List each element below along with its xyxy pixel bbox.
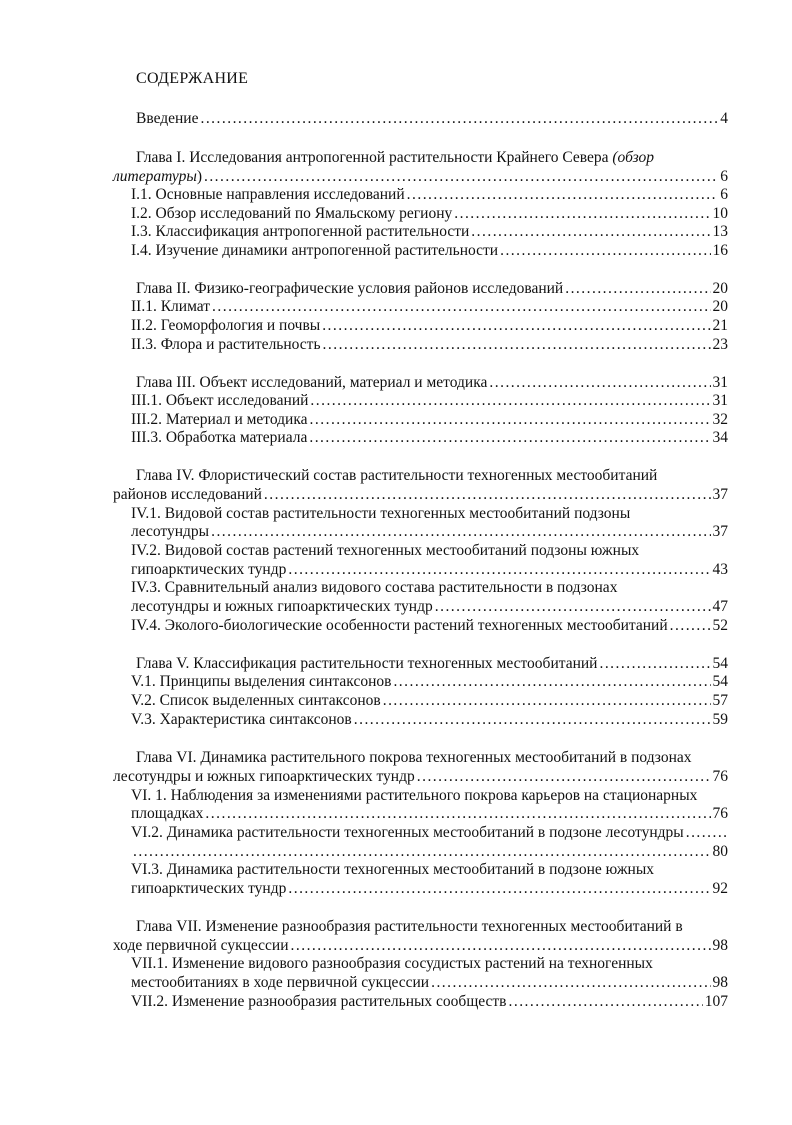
- page-number: 13: [712, 223, 728, 240]
- toc-entry-4-1: IV.1. Видовой состав растительности техногенных местообитаний подзоны: [131, 505, 631, 522]
- toc-entry-2-3: II.3. Флора и растительность . . . 23: [131, 335, 728, 354]
- toc-entry-1-2: I.2. Обзор исследований по Ямальскому региону . . . 10: [131, 204, 728, 223]
- leader-dots: [200, 109, 718, 128]
- page-number: 34: [712, 429, 728, 446]
- page-number: 43: [712, 561, 728, 578]
- leader-dots: [291, 936, 711, 955]
- leader-dots: [322, 316, 710, 335]
- toc-entry-chapter-4-cont: районов исследований . . . 37: [113, 485, 728, 504]
- page-number: 16: [712, 242, 728, 259]
- leader-dots: [565, 279, 710, 298]
- toc-entry-1-3: I.3. Классификация антропогенной растительности . . . 13: [131, 222, 728, 241]
- toc-entry-7-1-cont: местообитаниях в ходе первичной сукцессии . . . 98: [131, 973, 728, 992]
- page-number: 10: [712, 205, 728, 222]
- page-number: 37: [712, 523, 728, 540]
- leader-dots: [264, 485, 711, 504]
- page-number: 80: [712, 843, 728, 860]
- toc-entry-5-3: V.3. Характеристика синтаксонов . . . 59: [131, 710, 728, 729]
- page-number: 20: [712, 298, 728, 315]
- toc-entry-6-1-cont: площадках . . . 76: [131, 804, 728, 823]
- toc-entry-6-3: VI.3. Динамика растительности техногенных местообитаний в подзоне южных: [131, 861, 654, 878]
- toc-entry-7-1: VII.1. Изменение видового разнообразия сосудистых растений на техногенных: [131, 955, 653, 972]
- toc-entry-chapter-4: Глава IV. Флористический состав растительности техногенных местообитаний: [136, 467, 658, 484]
- page-number: 20: [712, 280, 728, 297]
- toc-entry-5-1: V.1. Принципы выделения синтаксонов . . . 54: [131, 672, 728, 691]
- page-number: 6: [720, 168, 728, 185]
- toc-entry-2-1: II.1. Климат . . . 20: [131, 297, 728, 316]
- page-number: 107: [704, 993, 728, 1010]
- page-number: 23: [712, 336, 728, 353]
- page-number: 76: [712, 805, 728, 822]
- toc-entry-chapter-5: Глава V. Классификация растительности техногенных местообитаний . . . 54: [136, 654, 728, 673]
- leader-dots: [288, 560, 710, 579]
- page-number: 76: [712, 768, 728, 785]
- toc-entry-chapter-7: Глава VII. Изменение разнообразия растительности техногенных местообитаний в: [136, 918, 683, 935]
- page-number: 37: [712, 486, 728, 503]
- page-number: 32: [712, 411, 728, 428]
- toc-entry-chapter-6: Глава VI. Динамика растительного покрова техногенных местообитаний в подзонах: [136, 749, 692, 766]
- toc-entry-5-2: V.2. Список выделенных синтаксонов . . . 57: [131, 691, 728, 710]
- page-number: 54: [712, 655, 728, 672]
- leader-dots: [509, 992, 703, 1011]
- leader-dots: [670, 616, 711, 635]
- leader-dots: [211, 522, 710, 541]
- toc-entry-6-2-cont: [131, 842, 728, 861]
- toc-entry-chapter-7-cont: ходе первичной сукцессии . . . 98: [113, 936, 728, 955]
- leader-dots: [599, 654, 710, 673]
- toc-entry-4-2-cont: гипоарктических тундр . . . 43: [131, 560, 728, 579]
- leader-dots: [309, 428, 710, 447]
- toc-entry-6-3-cont: гипоарктических тундр . . . 92: [131, 879, 728, 898]
- toc-entry-3-2: III.2. Материал и методика . . . 32: [131, 410, 728, 429]
- toc-entry-4-1-cont: лесотундры . . . 37: [131, 522, 728, 541]
- leader-dots: [133, 842, 711, 861]
- page-number: 54: [712, 673, 728, 690]
- leader-dots: [383, 691, 711, 710]
- leader-dots: [323, 335, 711, 354]
- toc-entry-4-2: IV.2. Видовой состав растений техногенных местообитаний подзоны южных: [131, 542, 640, 559]
- toc-entry-4-3: IV.3. Сравнительный анализ видового состава растительности в подзонах: [131, 579, 618, 596]
- toc-entry-3-3: III.3. Обработка материала . . . 34: [131, 428, 728, 447]
- toc-entry-2-2: II.2. Геоморфология и почвы . . . 21: [131, 316, 728, 335]
- leader-dots: [435, 597, 711, 616]
- leader-dots: [288, 879, 710, 898]
- toc-entry-chapter-1: Глава I. Исследования антропогенной растительности Крайнего Севера (обзор: [136, 149, 655, 166]
- leader-dots: [417, 767, 711, 786]
- leader-dots: [431, 973, 710, 992]
- toc-entry-introduction: Введение . . . 4: [136, 109, 728, 128]
- toc-entry-chapter-2: Глава II. Физико-географические условия районов исследований . . . 20: [136, 279, 728, 298]
- page-number: 57: [712, 692, 728, 709]
- toc-entry-chapter-1-cont: литературы) . . . 6: [113, 167, 728, 186]
- leader-dots: [500, 241, 710, 260]
- leader-dots: [310, 410, 711, 429]
- page-number: 47: [712, 598, 728, 615]
- toc-entry-1-4: I.4. Изучение динамики антропогенной растительности . . . 16: [131, 241, 728, 260]
- leader-dots: [393, 672, 710, 691]
- toc-entry-7-2: VII.2. Изменение разнообразия растительных сообществ . . . 107: [131, 992, 728, 1011]
- leader-dots: [354, 710, 711, 729]
- leader-dots: [407, 185, 719, 204]
- leader-dots: [204, 167, 718, 186]
- leader-dots: [471, 222, 710, 241]
- leader-dots: [686, 823, 726, 842]
- page-number: 21: [712, 317, 728, 334]
- toc-entry-1-1: I.1. Основные направления исследований . . . 6: [131, 185, 728, 204]
- page-number: 4: [720, 110, 728, 127]
- page-number: 59: [712, 711, 728, 728]
- leader-dots: [310, 391, 710, 410]
- leader-dots: [489, 373, 710, 392]
- page-number: 98: [712, 937, 728, 954]
- page-number: 92: [712, 880, 728, 897]
- leader-dots: [205, 804, 710, 823]
- page-number: 52: [712, 617, 728, 634]
- toc-entry-chapter-6-cont: лесотундры и южных гипоарктических тундр . . . 76: [113, 767, 728, 786]
- page-number: 31: [712, 374, 728, 391]
- toc-entry-6-2: VI.2. Динамика растительности техногенных местообитаний в подзоне лесотундры . . .: [131, 823, 728, 842]
- toc-entry-3-1: III.1. Объект исследований . . . 31: [131, 391, 728, 410]
- toc-entry-chapter-3: Глава III. Объект исследований, материал и методика . . . 31: [136, 373, 728, 392]
- page-number: 98: [712, 974, 728, 991]
- toc-entry-6-1: VI. 1. Наблюдения за изменениями растительного покрова карьеров на стационарных: [131, 787, 698, 804]
- toc-entry-4-4: IV.4. Эколого-биологические особенности растений техногенных местообитаний . . . 52: [131, 616, 728, 635]
- leader-dots: [454, 204, 710, 223]
- toc-heading: СОДЕРЖАНИЕ: [136, 70, 249, 87]
- page-number: 31: [712, 392, 728, 409]
- leader-dots: [212, 297, 710, 316]
- toc-entry-4-3-cont: лесотундры и южных гипоарктических тундр . . . 47: [131, 597, 728, 616]
- page-number: 6: [720, 186, 728, 203]
